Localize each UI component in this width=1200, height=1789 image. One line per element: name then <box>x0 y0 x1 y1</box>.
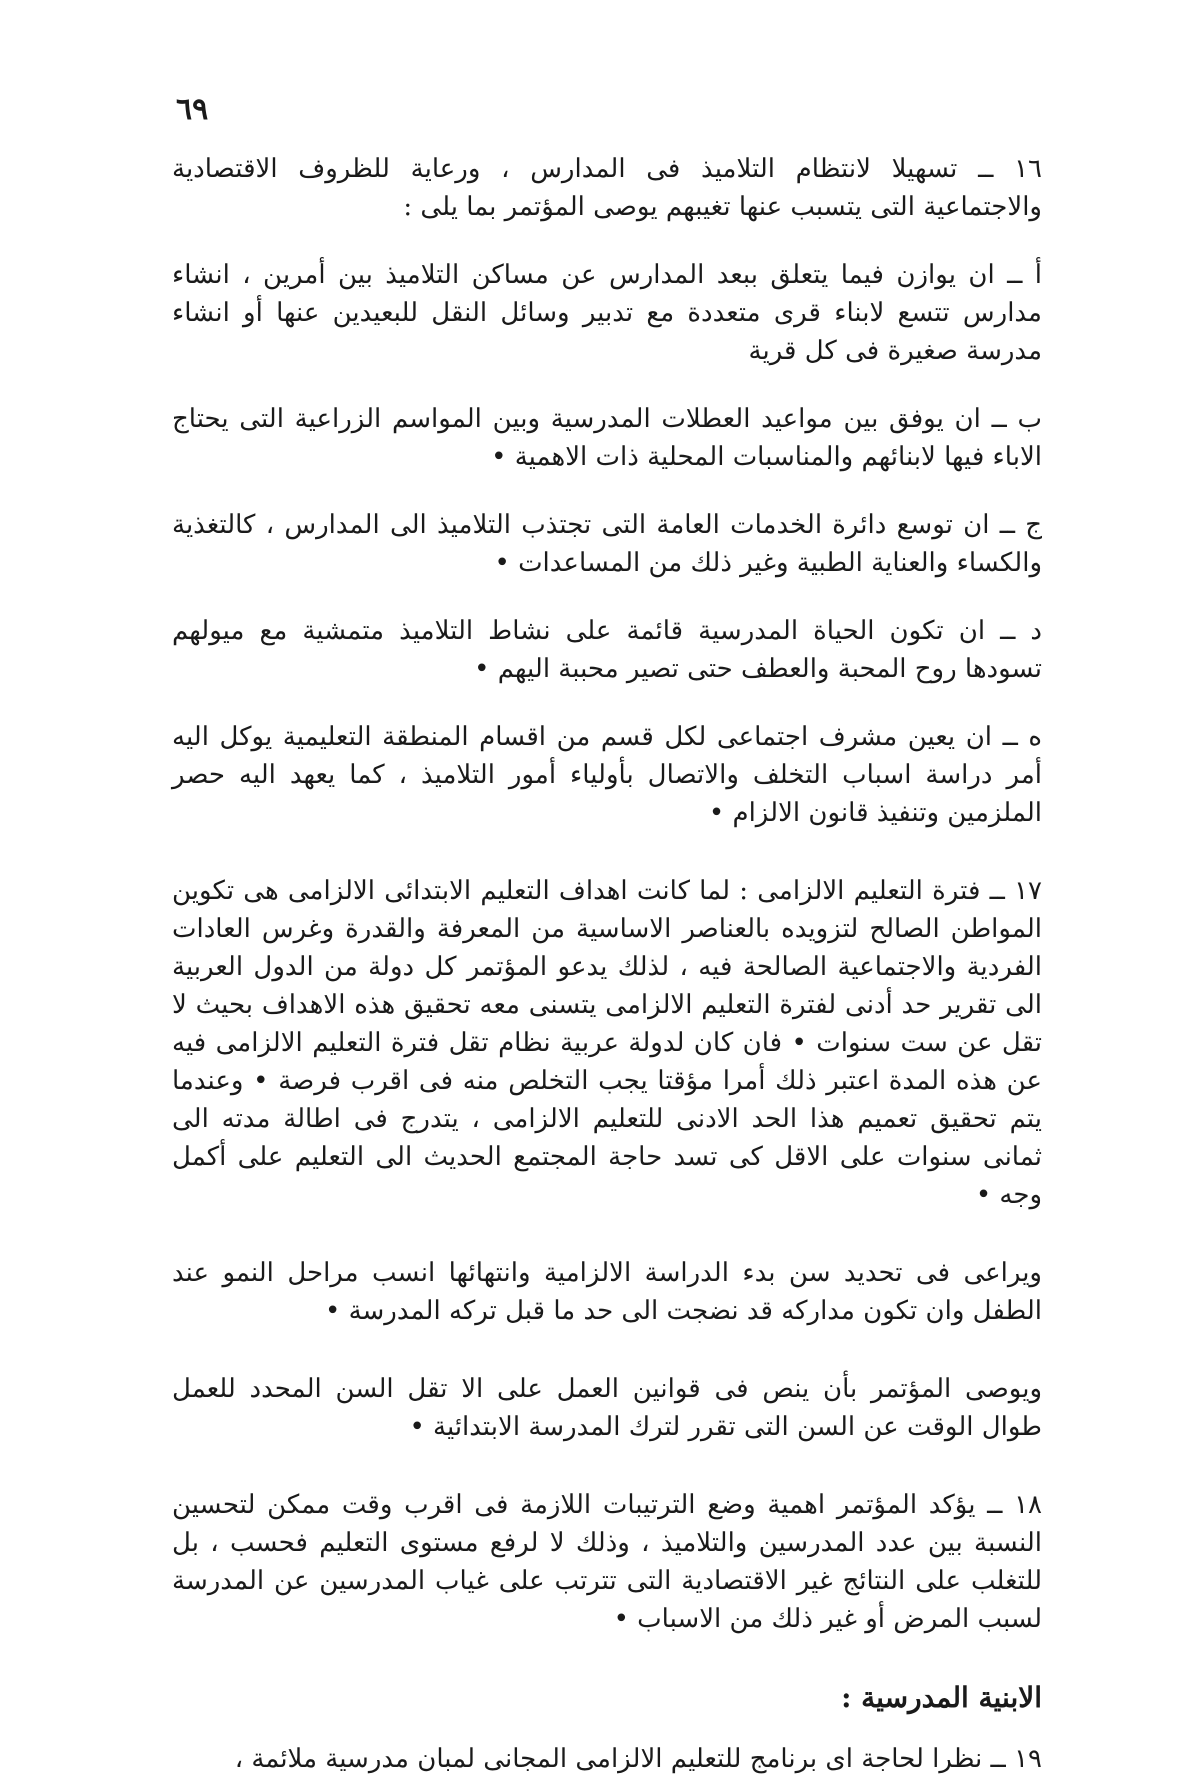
paragraph-16-e: ه ــ ان يعين مشرف اجتماعى لكل قسم من اقسام المنطقة التعليمية يوكل اليه أمر دراسة اسباب التخلف والاتصال بأولياء أمور التلاميذ ، كما يعهد اليه حصر الملزمين وتنفيذ قانون الالزام • <box>172 722 1043 828</box>
paragraph-17: ١٧ ــ فترة التعليم الالزامى : لما كانت اهداف التعليم الابتدائى الالزامى هى تكوين المواطن الصالح لتزويده بالعناصر الاساسية من المعرفة والقدرة وغرس العادات الفردية والاجتماعية الصالحة فيه ، لذلك يدعو المؤتمر كل دولة من الدول العربية الى تقرير حد أدنى لفترة التعليم الالزامى يتسنى معه تحقيق هذه الاهداف بحيث لا تقل عن ست سنوات • فان كان لدولة عربية نظام تقل فترة التعليم الالزامى فيه عن هذه المدة اعتبر ذلك أمرا مؤقتا يجب التخلص منه فى اقرب فرصة • وعندما يتم تحقيق تعميم هذا الحد الادنى للتعليم الالزامى ، يتدرج فى اطالة مدته الى ثمانى سنوات على الاقل كى تسد حاجة المجتمع الحديث الى التعليم على أكمل وجه • <box>172 876 1042 1210</box>
paragraph-16-c: ج ــ ان توسع دائرة الخدمات العامة التى تجتذب التلاميذ الى المدارس ، كالتغذية والكساء والعناية الطبية وغير ذلك من المساعدات • <box>172 510 1042 578</box>
paragraph-16-a: أ ــ ان يوازن فيما يتعلق ببعد المدارس عن مساكن التلاميذ بين أمرين ، انشاء مدارس تتسع لابناء قرى متعددة مع تدبير وسائل النقل للبعيدين عنها أو انشاء مدرسة صغيرة فى كل قرية <box>172 260 1042 366</box>
paragraph-18: ١٨ ــ يؤكد المؤتمر اهمية وضع الترتيبات اللازمة فى اقرب وقت ممكن لتحسين النسبة بين عدد المدرسين والتلاميذ ، وذلك لا لرفع مستوى التعليم فحسب ، بل للتغلب على النتائج غير الاقتصادية التى تترتب على غياب المدرسين عن المدرسة لسبب المرض أو غير ذلك من الاسباب • <box>172 1490 1042 1634</box>
paragraph-19: ١٩ ــ نظرا لحاجة اى برنامج للتعليم الالزامى المجانى لمبان مدرسية ملائمة ، <box>234 1744 1042 1774</box>
paragraph-16: ١٦ ــ تسهيلا لانتظام التلاميذ فى المدارس ، ورعاية للظروف الاقتصادية والاجتماعية التى يتسبب عنها تغيبهم يوصى المؤتمر بما يلى : <box>172 154 1042 222</box>
page-number: ٦٩ <box>176 92 209 127</box>
paragraph-16-b: ب ــ ان يوفق بين مواعيد العطلات المدرسية وبين المواسم الزراعية التى يحتاج الاباء فيها لابنائهم والمناسبات المحلية ذات الاهمية • <box>172 404 1042 472</box>
section-heading-school-buildings: الابنية المدرسية : <box>841 1681 1042 1714</box>
document-body <box>172 150 1042 1778</box>
paragraph-16-d: د ــ ان تكون الحياة المدرسية قائمة على نشاط التلاميذ متمشية مع ميولهم تسودها روح المحبة والعطف حتى تصير محببة اليهم • <box>172 616 1042 684</box>
paragraph-17-c: ويوصى المؤتمر بأن ينص فى قوانين العمل على الا تقل السن المحدد للعمل طوال الوقت عن السن التى تقرر لترك المدرسة الابتدائية • <box>172 1374 1042 1442</box>
paragraph-17-b: ويراعى فى تحديد سن بدء الدراسة الالزامية وانتهائها انسب مراحل النمو عند الطفل وان تكون مداركه قد نضجت الى حد ما قبل تركه المدرسة • <box>172 1258 1042 1326</box>
